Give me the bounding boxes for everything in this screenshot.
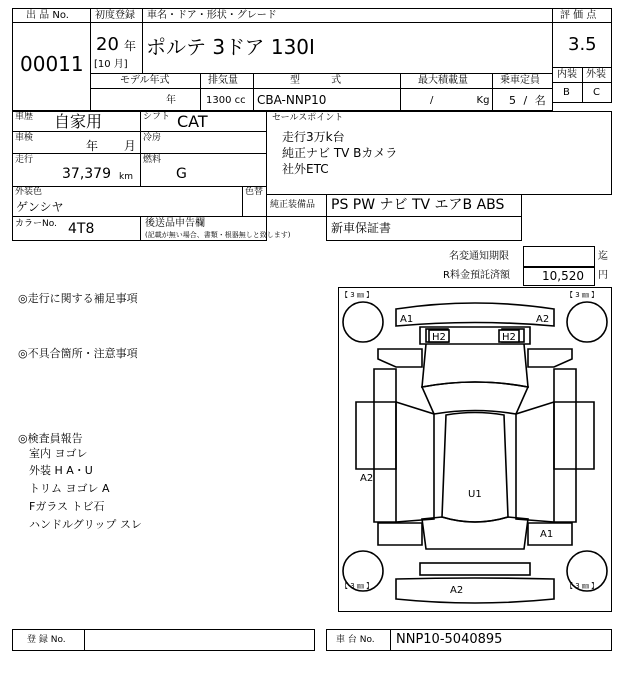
inspector-item: Fガラス トビ石 (29, 500, 105, 513)
first-reg-year-unit: 年 (124, 39, 137, 53)
tire-tread-front-left: 【 3 ㎜ 】 (341, 291, 374, 299)
color-no-label: カラーNo. (15, 219, 57, 229)
car-diagram (338, 287, 612, 612)
left-body (356, 402, 396, 469)
divider (140, 111, 141, 187)
car-name-label: 車名・ドア・形状・グレード (147, 10, 277, 21)
divider (142, 8, 143, 74)
tire-tread-rear-right: 【 3 ㎜ 】 (566, 582, 599, 590)
inspector-label: ◎検査員報告 (18, 432, 83, 445)
color-change-label: 色替 (245, 187, 264, 197)
divider (90, 88, 553, 89)
damage-mark: A1 (400, 314, 414, 325)
max-load-label: 最大積載量 (418, 75, 468, 86)
car-name: ポルテ 3ドア 130I (146, 35, 315, 59)
front-fender-right (528, 349, 572, 367)
max-load: / Kg (430, 95, 490, 106)
sales-point: 純正ナビ TV Bカメラ (282, 146, 398, 160)
inspector-item: 外装 H A・U (29, 464, 93, 477)
driving-notes-label: ◎走行に関する補足事項 (18, 292, 138, 305)
rear-hatch (422, 517, 528, 549)
divider (90, 22, 553, 23)
capacity-label: 乗車定員 (500, 75, 540, 86)
inspection: 年 月 (86, 139, 136, 153)
door-left (396, 402, 434, 522)
damage-mark: A2 (450, 585, 464, 596)
eval-label: 評 価 点 (560, 10, 597, 21)
sales-point: 社外ETC (282, 162, 329, 176)
damage-mark: U1 (468, 489, 482, 500)
tire-front-left (343, 302, 383, 342)
divider (390, 629, 391, 651)
equip-label: 純正装備品 (270, 200, 316, 210)
fuel: G (176, 166, 187, 182)
first-reg-month: [10 月] (94, 59, 128, 70)
right-side (554, 369, 576, 522)
model-year-unit: 年 (166, 95, 176, 106)
docs-note: (記載が無い場合、書類・根器無しと致します) (145, 231, 291, 239)
mileage: 37,379 (62, 166, 111, 182)
divider (242, 186, 243, 217)
windshield (422, 382, 528, 414)
warranty: 新車保証書 (331, 221, 392, 235)
divider (492, 73, 493, 111)
tire-tread-rear-left: 【 3 ㎜ 】 (341, 582, 374, 590)
roof (442, 413, 508, 523)
damage-mark: A1 (540, 529, 554, 540)
sales-label: セールスポイント (272, 113, 344, 123)
tire-tread-front-right: 【 3 ㎜ 】 (566, 291, 599, 299)
rear-panel (420, 563, 530, 575)
damage-mark: A2 (536, 314, 550, 325)
chassis-no: NNP10-5040895 (396, 632, 503, 647)
inspector-item: 室内 ヨゴレ (29, 447, 88, 460)
rear-bumper (396, 578, 554, 603)
inspector-item: トリム ヨゴレ A (29, 482, 110, 495)
divider (140, 216, 141, 241)
divider (253, 73, 254, 111)
rear-light-left (378, 523, 422, 545)
recycle-value: 10,520 (542, 269, 584, 283)
interior-label: 内装 (557, 69, 577, 80)
hood (422, 344, 528, 387)
name-change-box (523, 246, 595, 268)
interior-grade: B (563, 87, 570, 98)
ext-color: ゲンシヤ (16, 200, 64, 214)
shift-label: シフト (143, 112, 171, 122)
recycle-unit: 円 (598, 270, 608, 281)
equip: PS PW ナビ TV エアB ABS (331, 197, 505, 213)
mileage-unit: km (119, 172, 133, 182)
front-fender-left (378, 349, 422, 367)
tire-front-right (567, 302, 607, 342)
history-label: 車歴 (15, 112, 34, 122)
model: CBA-NNP10 (257, 93, 327, 107)
model-year-label: モデル年式 (120, 75, 170, 86)
recycle-label: R料金預託済額 (443, 270, 510, 281)
divider (200, 73, 201, 111)
sales-point: 走行3万k台 (282, 130, 345, 144)
damage-mark: H2 (502, 332, 516, 343)
history: 自家用 (54, 112, 103, 131)
first-reg-year: 20 (96, 34, 119, 55)
mileage-label: 走行 (15, 155, 34, 165)
shift: CAT (177, 112, 208, 131)
aircon-label: 冷房 (143, 133, 162, 143)
chassis-label: 車 台 No. (336, 635, 375, 645)
name-change-unit: 迄 (598, 251, 608, 262)
divider (582, 67, 583, 103)
divider (552, 22, 612, 23)
damage-mark: A2 (360, 473, 374, 484)
divider (84, 629, 85, 651)
divider (400, 73, 401, 111)
exterior-label: 外装 (586, 69, 606, 80)
lot-no: 00011 (20, 52, 84, 76)
damage-mark: H2 (432, 332, 446, 343)
ext-color-label: 外装色 (15, 187, 43, 197)
displacement: 1300 cc (206, 95, 246, 106)
divider (12, 22, 91, 23)
first-reg-label: 初度登録 (95, 10, 135, 21)
color-no: 4T8 (68, 221, 95, 237)
displacement-label: 排気量 (208, 75, 238, 86)
eval-score: 3.5 (568, 34, 597, 55)
docs-label: 後送品申告欄 (145, 218, 205, 229)
reg-no-label: 登 録 No. (27, 635, 66, 645)
defect-notes-label: ◎不具合箇所・注意事項 (18, 347, 138, 360)
divider (326, 194, 327, 217)
door-right (516, 402, 554, 522)
right-body (554, 402, 594, 469)
inspection-label: 車検 (15, 133, 34, 143)
lot-no-label: 出 品 No. (26, 10, 69, 21)
inspector-item: ハンドルグリップ スレ (29, 518, 142, 531)
model-label: 型 式 (290, 75, 356, 86)
left-side (374, 369, 396, 522)
name-change-label: 名変通知期限 (449, 251, 509, 262)
fuel-label: 燃料 (143, 155, 162, 165)
front-bumper (396, 303, 554, 326)
exterior-grade: C (593, 87, 600, 98)
capacity: 5 / 名 (509, 94, 546, 107)
